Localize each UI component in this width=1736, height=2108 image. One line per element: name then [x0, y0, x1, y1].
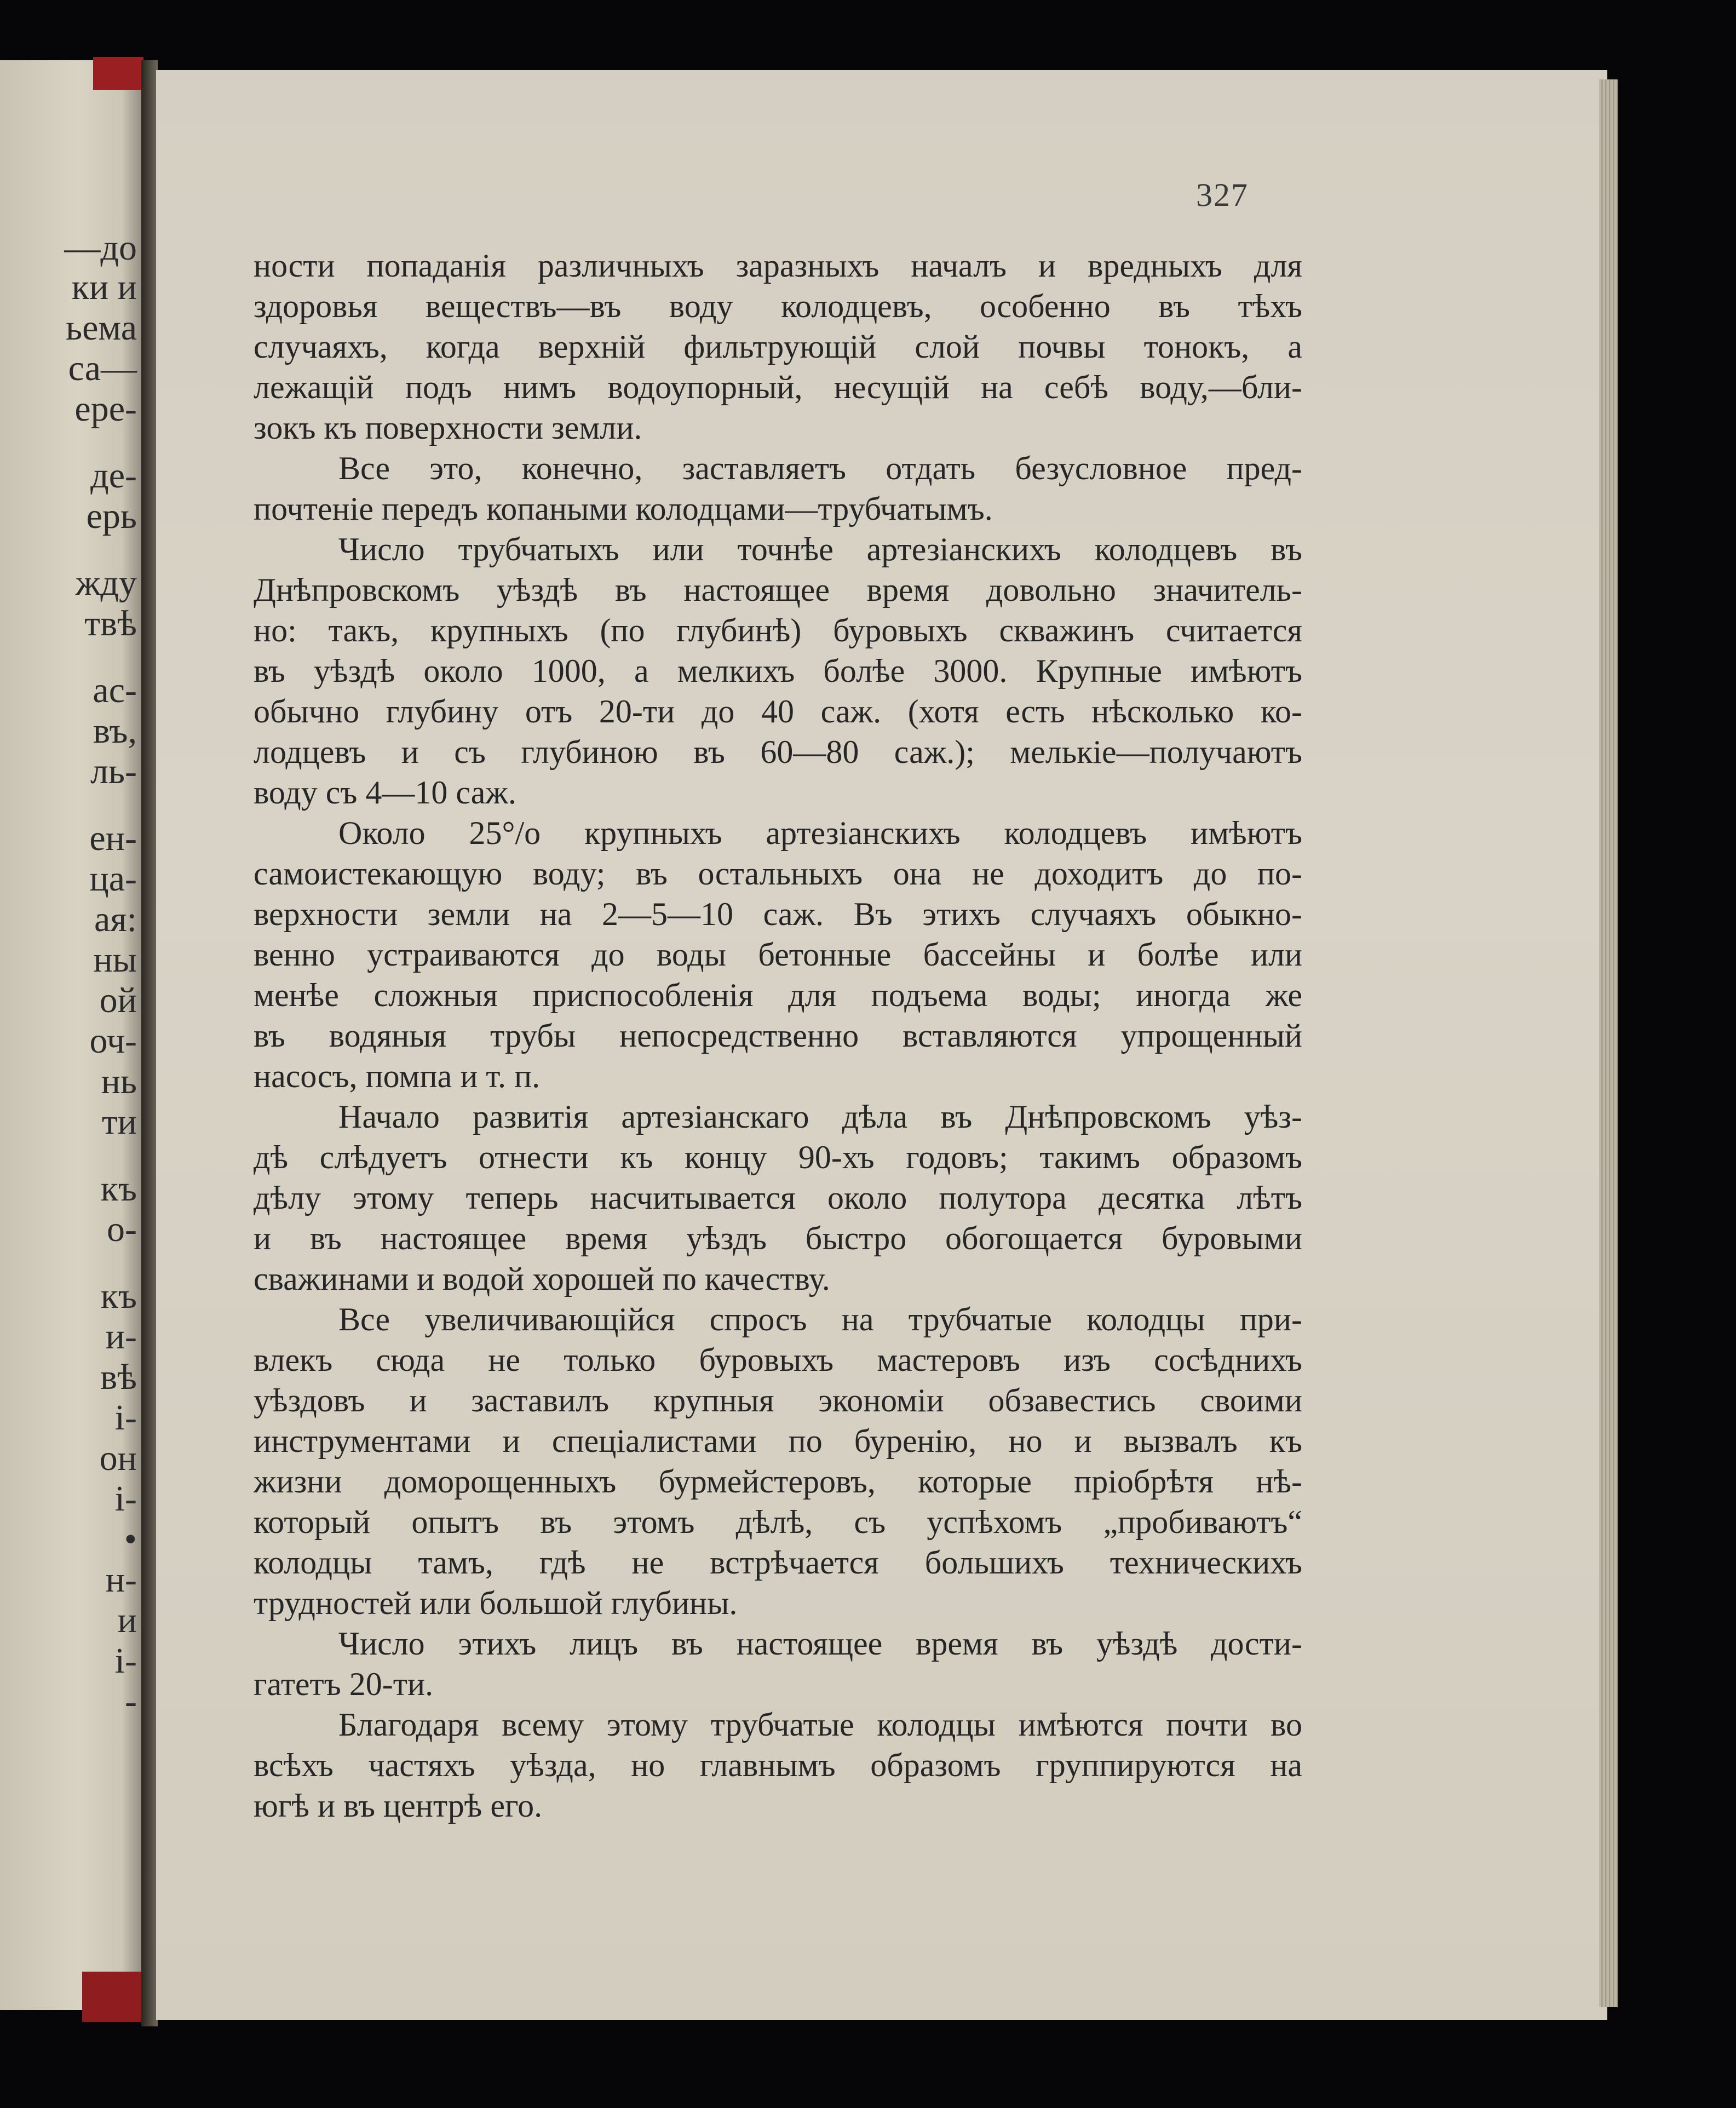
text-line: инструментами и спеціалистами по буренію, но и вызвалъ къ: [254, 1423, 1302, 1459]
left-page-fragment: і-: [114, 1479, 137, 1519]
left-page-fragment: н-: [105, 1560, 137, 1600]
text-line: лодцевъ и съ глубиною въ 60—80 саж.); мелькіе—получаютъ: [254, 734, 1302, 770]
text-line: обычно глубину отъ 20-ти до 40 саж. (хотя есть нѣсколько ко-: [254, 693, 1302, 730]
left-page-fragment: •: [124, 1519, 137, 1559]
body-text: [254, 245, 1302, 1826]
left-page-fragment: ен-: [89, 818, 137, 858]
text-line: лежащій подъ нимъ водоупорный, несущій на себѣ воду,—бли-: [254, 369, 1302, 405]
text-line: дѣлу этому теперь насчитывается около полутора десятка лѣтъ: [254, 1180, 1302, 1216]
text-line: венно устраиваются до воды бетонные бассейны и болѣе или: [254, 937, 1302, 973]
left-page-fragment: де-: [90, 456, 137, 496]
red-page-edge-top: [93, 57, 143, 90]
text-line: Все это, конечно, заставляетъ отдать безусловное пред-: [338, 450, 1302, 486]
text-line: который опытъ въ этомъ дѣлѣ, съ успѣхомъ „пробиваютъ“: [254, 1504, 1302, 1540]
left-page-fragment: нь: [101, 1061, 137, 1101]
left-page-fragment: са—: [68, 348, 137, 388]
text-line: югѣ и въ центрѣ его.: [254, 1788, 543, 1824]
text-line: въ водяныя трубы непосредственно вставляются упрощенный: [254, 1018, 1302, 1054]
paragraph: [254, 448, 1302, 529]
text-line: трудностей или большой глубины.: [254, 1585, 738, 1621]
text-line: самоистекающую воду; въ остальныхъ она не доходитъ до по-: [254, 855, 1302, 892]
text-line: насосъ, помпа и т. п.: [254, 1058, 541, 1094]
left-page-fragment: къ: [100, 1276, 137, 1316]
left-page-fragment: жду: [75, 563, 137, 603]
text-line: Благодаря всему этому трубчатые колодцы имѣются почти во: [338, 1707, 1302, 1743]
book-gutter: [141, 60, 158, 2026]
paragraph: [254, 1096, 1302, 1299]
text-line: сважинами и водой хорошей по качеству.: [254, 1261, 830, 1297]
left-page-fragment: ере-: [74, 389, 137, 429]
left-page-fragment: —до: [64, 228, 137, 268]
text-line: влекъ сюда не только буровыхъ мастеровъ изъ сосѣднихъ: [254, 1342, 1302, 1378]
left-page-fragment: оч-: [89, 1021, 137, 1061]
text-line: Днѣпровскомъ уѣздѣ въ настоящее время довольно значитель-: [254, 572, 1302, 608]
text-line: зокъ къ поверхности земли.: [254, 410, 642, 446]
left-page-fragment: и-: [105, 1317, 137, 1357]
text-line: дѣ слѣдуетъ отнести къ концу 90-хъ годовъ; такимъ образомъ: [254, 1139, 1302, 1175]
paragraph: [254, 813, 1302, 1096]
text-line: верхности земли на 2—5—10 саж. Въ этихъ случаяхъ обыкно-: [254, 896, 1302, 932]
left-page-fragment: вѣ: [100, 1357, 137, 1397]
left-page-fragment: ая:: [94, 899, 137, 939]
text-line: почтеніе передъ копаными колодцами—трубчатымъ.: [254, 491, 993, 527]
text-line: менѣе сложныя приспособленія для подъема воды; иногда же: [254, 977, 1302, 1013]
left-page-fragment: и: [117, 1600, 137, 1640]
text-line: Число этихъ лицъ въ настоящее время въ уѣздѣ дости-: [338, 1625, 1302, 1662]
left-page-fragment: ца-: [89, 859, 137, 899]
text-line: уѣздовъ и заставилъ крупныя экономіи обзавестись своими: [254, 1382, 1302, 1418]
left-page-fragment: къ: [100, 1169, 137, 1209]
text-line: ности попаданія различныхъ заразныхъ началъ и вредныхъ для: [254, 248, 1302, 284]
left-page-fragment: ны: [93, 940, 137, 980]
left-page-fragment: ки и: [71, 267, 137, 307]
left-page-fragment: ти: [101, 1102, 137, 1142]
left-page-fragment: ерь: [86, 496, 137, 536]
text-line: но: такъ, крупныхъ (по глубинѣ) буровыхъ скважинъ считается: [254, 612, 1302, 648]
left-page-fragment: ьема: [65, 308, 137, 348]
text-line: случаяхъ, когда верхній фильтрующій слой почвы тонокъ, а: [254, 329, 1302, 365]
text-line: въ уѣздѣ около 1000, а мелкихъ болѣе 3000. Крупные имѣютъ: [254, 653, 1302, 689]
paragraph: [254, 529, 1302, 813]
text-line: воду съ 4—10 саж.: [254, 774, 516, 811]
left-page-fragment: твѣ: [84, 604, 137, 644]
paragraph: [254, 245, 1302, 448]
text-line: Начало развитія артезіанскаго дѣла въ Днѣпровскомъ уѣз-: [338, 1099, 1302, 1135]
left-page-fragment: о-: [107, 1209, 137, 1249]
text-line: Число трубчатыхъ или точнѣе артезіанскихъ колодцевъ въ: [338, 531, 1302, 567]
text-line: Около 25°/o крупныхъ артезіанскихъ колодцевъ имѣютъ: [338, 815, 1302, 851]
left-page-fragment: ой: [99, 980, 137, 1020]
page-number: 327: [1196, 177, 1249, 213]
left-page-fragment: і-: [114, 1641, 137, 1681]
left-page-fragment: въ,: [93, 711, 137, 751]
paragraph: [254, 1623, 1302, 1704]
text-line: гатетъ 20-ти.: [254, 1666, 434, 1702]
page-edges: [1599, 79, 1618, 2007]
text-line: и въ настоящее время уѣздъ быстро обогощается буровыми: [254, 1220, 1302, 1256]
text-line: Все увеличивающійся спросъ на трубчатые колодцы при-: [338, 1301, 1302, 1337]
left-page-fragment: і-: [114, 1398, 137, 1438]
left-page-fragment: ль-: [90, 751, 137, 791]
text-line: жизни доморощенныхъ бурмейстеровъ, которые пріобрѣтя нѣ-: [254, 1463, 1302, 1500]
text-line: всѣхъ частяхъ уѣзда, но главнымъ образомъ группируются на: [254, 1747, 1302, 1783]
paragraph: [254, 1299, 1302, 1623]
left-page-fragment: он: [99, 1438, 137, 1478]
left-page-fragment: -: [125, 1681, 137, 1721]
text-line: колодцы тамъ, гдѣ не встрѣчается большихъ техническихъ: [254, 1544, 1302, 1581]
paragraph: [254, 1704, 1302, 1826]
red-page-edge-bottom: [82, 1972, 143, 2022]
left-page-fragment: ас-: [93, 670, 137, 710]
text-line: здоровья веществъ—въ воду колодцевъ, особенно въ тѣхъ: [254, 288, 1302, 324]
